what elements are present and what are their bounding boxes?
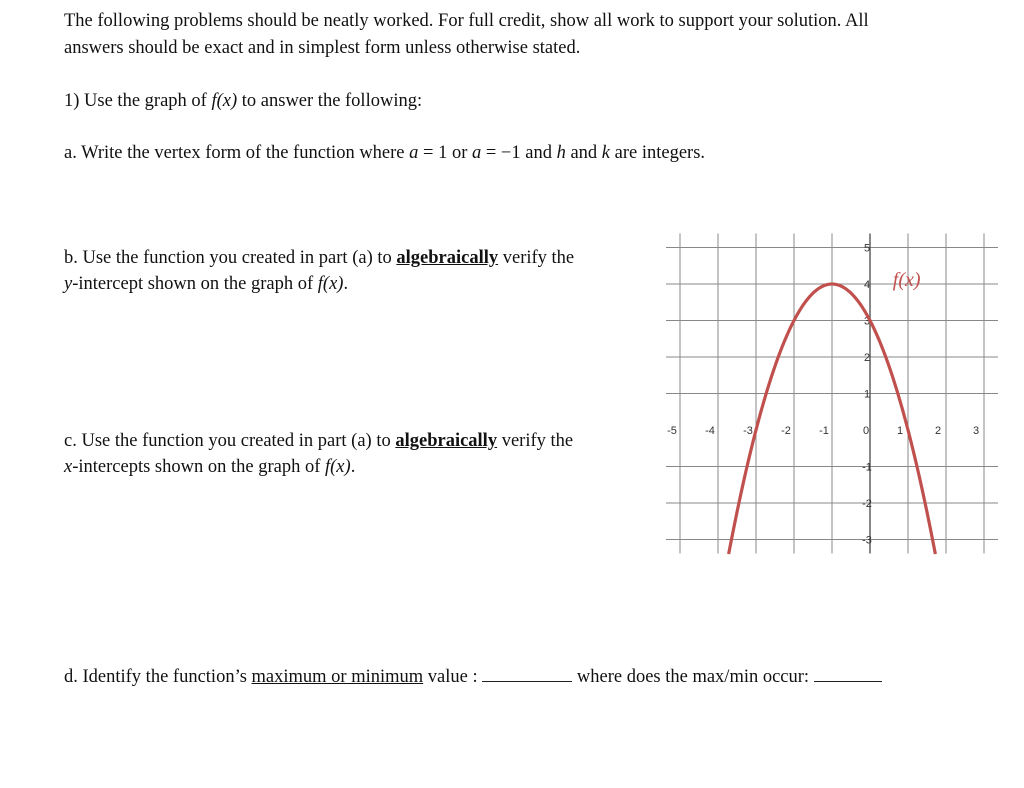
- parabola-graph: [667, 220, 1000, 550]
- instructions-line-2: answers should be exact and in simplest form unless otherwise stated.: [64, 38, 581, 58]
- function-notation: f(x): [317, 274, 344, 294]
- part-b-text-3: -intercept shown on the graph of: [72, 274, 318, 294]
- x-tick-label: -5: [667, 425, 677, 437]
- var-k: k: [601, 143, 611, 163]
- part-a-text-5: are integers.: [610, 143, 706, 163]
- curve-label: f(x): [892, 268, 921, 291]
- problem-1-prompt: [64, 88, 422, 114]
- y-tick-label: 3: [863, 315, 871, 328]
- y-tick-label: 4: [863, 279, 871, 291]
- x-tick-label: -1: [819, 425, 829, 437]
- function-notation: f(x): [211, 91, 238, 111]
- part-c-text-2: verify the: [497, 431, 574, 451]
- x-tick-label: 2: [934, 425, 942, 437]
- y-tick-label: 2: [863, 352, 871, 364]
- y-tick-label: 1: [863, 388, 871, 401]
- var-x: x: [64, 457, 73, 477]
- y-tick-label: 5: [863, 242, 871, 255]
- part-a-text-3: = −1 and: [481, 143, 557, 163]
- answer-blank-location[interactable]: [814, 665, 882, 682]
- part-d-text-1: d. Identify the function’s: [64, 667, 252, 687]
- part-c-line-2: [64, 454, 355, 480]
- x-tick-label: -4: [705, 425, 715, 437]
- part-a-prompt: [64, 140, 705, 166]
- y-tick-label: -1: [862, 461, 872, 474]
- x-tick-label: 0: [862, 425, 870, 437]
- part-d-prompt: [64, 664, 882, 690]
- part-c-line-1: [64, 428, 573, 454]
- var-y: y: [64, 274, 73, 294]
- part-b-text-4: .: [343, 274, 349, 294]
- part-c-emphasis: algebraically: [395, 431, 498, 451]
- part-a-text-2: = 1 or: [418, 143, 472, 163]
- x-tick-label: -3: [743, 425, 753, 437]
- part-b-text-1: b. Use the function you created in part (a) to: [64, 248, 397, 268]
- var-h: h: [556, 143, 566, 163]
- part-a-text-4: and: [565, 143, 602, 163]
- graph-tick-labels: [667, 243, 979, 547]
- y-tick-label: -2: [862, 498, 872, 510]
- part-a-text-1: a. Write the vertex form of the function where: [64, 143, 410, 163]
- part-c-text-1: c. Use the function you created in part (a) to: [64, 431, 396, 451]
- part-d-text-3: where does the max/min occur:: [576, 667, 810, 687]
- part-d-underlined: maximum or minimum: [251, 667, 424, 687]
- part-c-text-4: .: [350, 457, 356, 477]
- part-b-emphasis: algebraically: [396, 248, 499, 268]
- part-d-text-2: value :: [423, 667, 478, 687]
- instructions-line-1: The following problems should be neatly worked. For full credit, show all work to support your solution. All: [64, 11, 869, 31]
- graph-grid: [666, 234, 998, 554]
- var-a-2: a: [472, 143, 482, 163]
- x-tick-label: -2: [781, 425, 791, 437]
- part-b-line-1: [64, 245, 574, 271]
- part-c-text-3: -intercepts shown on the graph of: [72, 457, 325, 477]
- function-notation: f(x): [325, 457, 351, 477]
- y-tick-label: -3: [862, 534, 872, 547]
- var-a-1: a: [409, 143, 419, 163]
- x-tick-label: 3: [972, 425, 980, 437]
- problem-1-suffix: to answer the following:: [237, 91, 423, 111]
- part-b-line-2: [64, 271, 348, 297]
- x-tick-label: 1: [896, 425, 904, 437]
- part-b-text-2: verify the: [498, 248, 575, 268]
- answer-blank-value[interactable]: [482, 665, 572, 682]
- problem-1-prefix: 1) Use the graph of: [64, 91, 212, 111]
